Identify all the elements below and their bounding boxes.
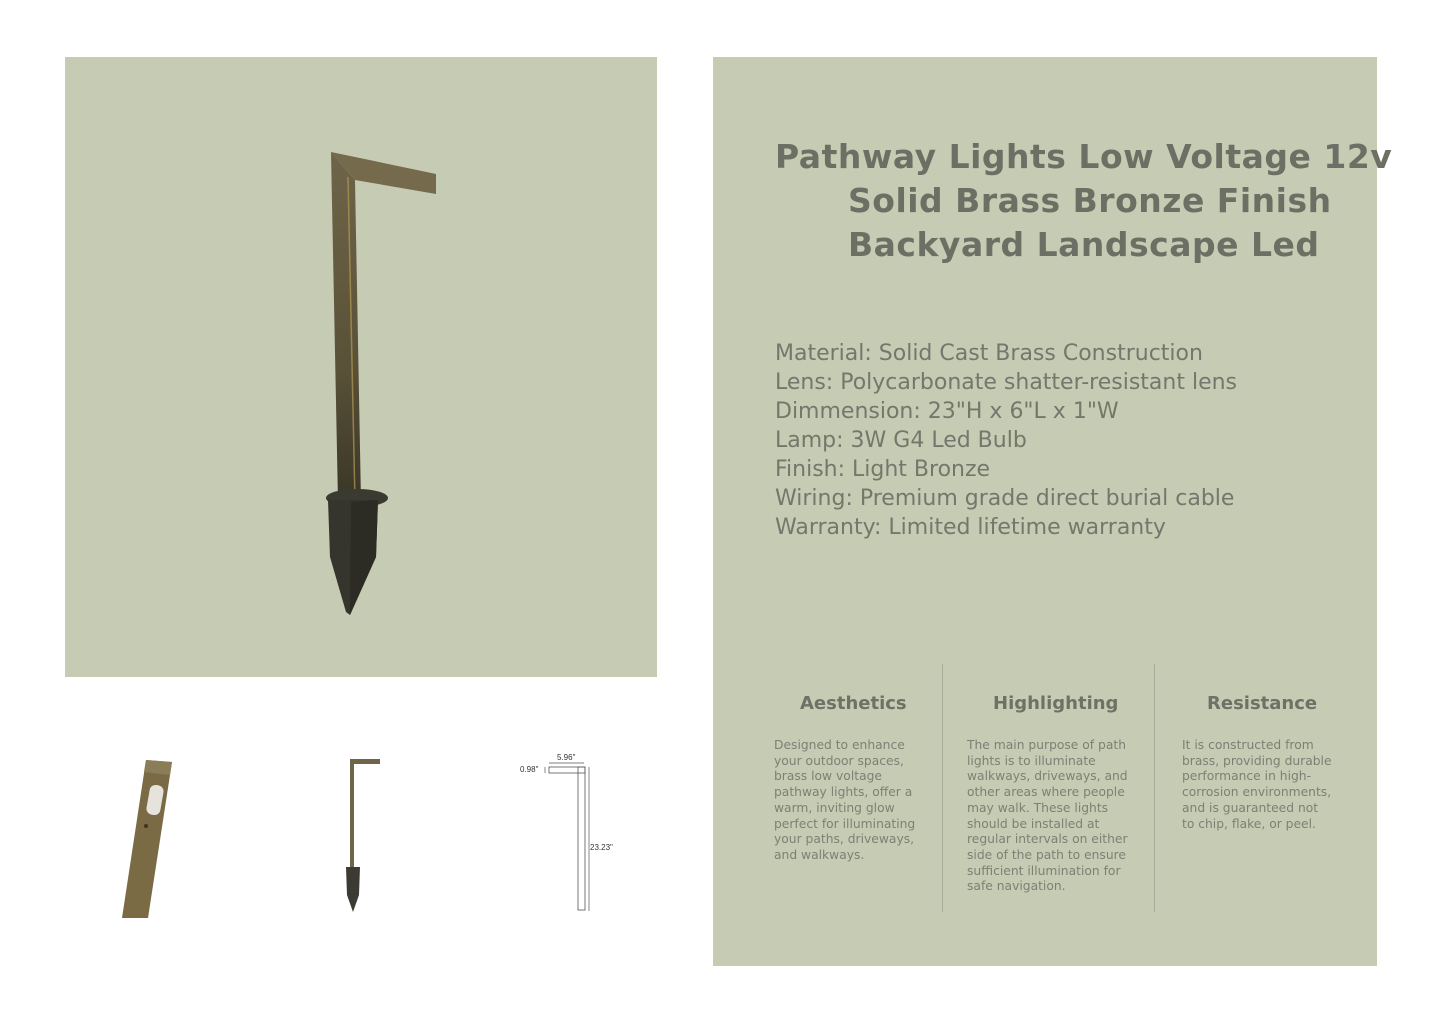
thumbnail-full-light[interactable]	[330, 740, 470, 930]
feature-highlighting	[967, 664, 1137, 912]
feature-text: Designed to enhance your outdoor spaces, brass low voltage pathway lights, offer a warm, inviting glow perfect for illuminating your paths, driveways, and walkways.	[774, 738, 916, 862]
feature-aesthetics	[774, 664, 934, 912]
feature-resistance	[1182, 664, 1342, 912]
title-line: Pathway Lights Low Voltage 12v	[775, 137, 1393, 176]
diagram-length-label: 5.96"	[557, 753, 576, 762]
pathway-light-illustration	[65, 57, 657, 677]
spec-finish: Finish: Light Bronze	[775, 457, 991, 482]
feature-heading: Highlighting	[993, 693, 1119, 714]
feature-heading: Aesthetics	[800, 693, 907, 714]
diagram-width-label: 0.98"	[520, 765, 539, 774]
title-line: Solid Brass Bronze Finish	[848, 181, 1332, 220]
spec-material: Material: Solid Cast Brass Construction	[775, 341, 1203, 366]
spec-list	[775, 339, 1237, 542]
thumbnail-dimension-diagram[interactable]	[505, 740, 645, 930]
spec-wiring: Wiring: Premium grade direct burial cable	[775, 486, 1235, 511]
feature-text: It is constructed from brass, providing durable performance in high-corrosion environments, and is guaranteed not to chip, flake, or peel.	[1182, 738, 1332, 831]
title-line: Backyard Landscape Led	[848, 225, 1320, 264]
feature-text: The main purpose of path lights is to illuminate walkways, driveways, and other areas where people may walk. These lights should be installed at regular intervals on either side of the path to ensure sufficient illumination for safe navigation.	[967, 738, 1128, 894]
product-info-panel	[713, 57, 1393, 966]
spec-lens: Lens: Polycarbonate shatter-resistant lens	[775, 370, 1238, 395]
main-product-image	[65, 57, 657, 677]
spec-dimension: Dimmension: 23"H x 6"L x 1"W	[775, 399, 1119, 424]
spec-lamp: Lamp: 3W G4 Led Bulb	[775, 428, 1027, 453]
product-title	[775, 135, 1393, 267]
thumbnail-closeup[interactable]	[110, 740, 250, 930]
column-divider	[1154, 664, 1155, 912]
diagram-height-label: 23.23"	[590, 843, 613, 852]
feature-heading: Resistance	[1207, 693, 1318, 714]
column-divider	[942, 664, 943, 912]
spec-warranty: Warranty: Limited lifetime warranty	[775, 515, 1166, 540]
